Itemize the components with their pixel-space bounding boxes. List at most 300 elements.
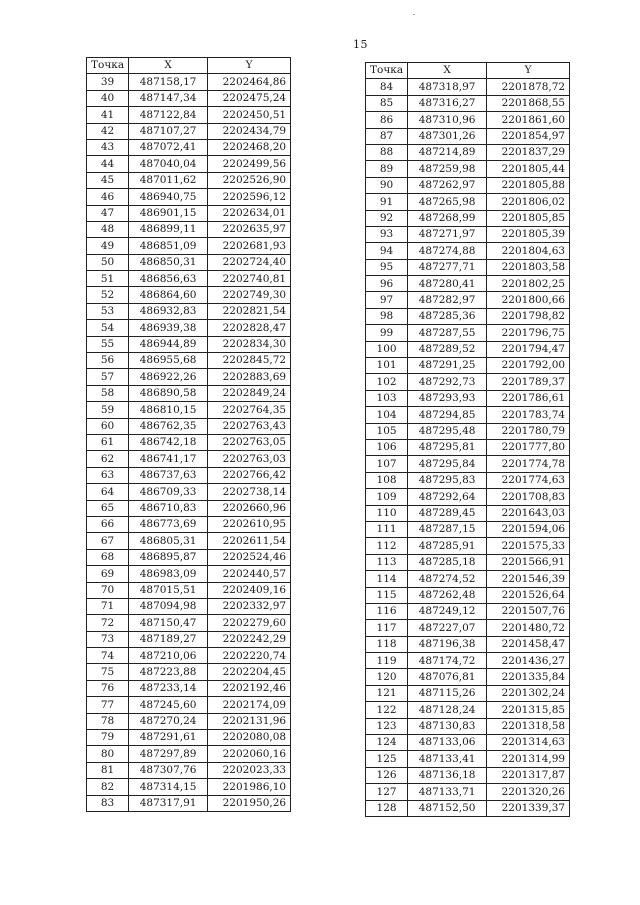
table-row <box>87 664 291 680</box>
point-cell: 106 <box>366 439 408 455</box>
y-cell: 2202174,09 <box>208 697 291 713</box>
x-cell: 487214,89 <box>408 144 487 160</box>
table-row <box>87 336 291 352</box>
y-cell: 2202499,56 <box>208 156 291 172</box>
x-cell: 487270,24 <box>129 713 208 729</box>
point-cell: 44 <box>87 156 129 172</box>
y-cell: 2201789,37 <box>487 374 570 390</box>
x-cell: 487245,60 <box>129 697 208 713</box>
x-cell: 487282,97 <box>408 292 487 308</box>
table-row <box>366 554 570 570</box>
y-cell: 2202849,24 <box>208 385 291 401</box>
table-row <box>87 533 291 549</box>
y-cell: 2201805,39 <box>487 226 570 242</box>
table-row <box>366 308 570 324</box>
y-cell: 2201805,88 <box>487 177 570 193</box>
table-row <box>366 685 570 701</box>
y-cell: 2202634,01 <box>208 205 291 221</box>
x-cell: 487285,91 <box>408 538 487 554</box>
header-x: X <box>129 58 208 74</box>
point-cell: 63 <box>87 467 129 483</box>
point-cell: 58 <box>87 385 129 401</box>
x-cell: 486742,18 <box>129 434 208 450</box>
x-cell: 487293,93 <box>408 390 487 406</box>
y-cell: 2201302,24 <box>487 685 570 701</box>
y-cell: 2202468,20 <box>208 139 291 155</box>
x-cell: 487307,76 <box>129 762 208 778</box>
table-row <box>87 615 291 631</box>
table-row <box>366 587 570 603</box>
x-cell: 487174,72 <box>408 653 487 669</box>
point-cell: 41 <box>87 107 129 123</box>
x-cell: 487294,85 <box>408 407 487 423</box>
table-row <box>87 123 291 139</box>
x-cell: 487136,18 <box>408 767 487 783</box>
table-row <box>87 582 291 598</box>
y-cell: 2201780,79 <box>487 423 570 439</box>
x-cell: 487223,88 <box>129 664 208 680</box>
table-row <box>87 549 291 565</box>
x-cell: 486737,63 <box>129 467 208 483</box>
point-cell: 40 <box>87 90 129 106</box>
y-cell: 2202740,81 <box>208 271 291 287</box>
x-cell: 487152,50 <box>408 800 487 816</box>
point-cell: 84 <box>366 79 408 95</box>
table-row <box>366 636 570 652</box>
x-cell: 487287,15 <box>408 521 487 537</box>
header-y: Y <box>208 58 291 74</box>
point-cell: 98 <box>366 308 408 324</box>
point-cell: 79 <box>87 730 129 746</box>
table-row <box>87 762 291 778</box>
point-cell: 109 <box>366 489 408 505</box>
x-cell: 486810,15 <box>129 402 208 418</box>
x-cell: 487274,88 <box>408 243 487 259</box>
y-cell: 2201335,84 <box>487 669 570 685</box>
x-cell: 486762,35 <box>129 418 208 434</box>
x-cell: 487076,81 <box>408 669 487 685</box>
x-cell: 486983,09 <box>129 566 208 582</box>
point-cell: 119 <box>366 653 408 669</box>
y-cell: 2201317,87 <box>487 767 570 783</box>
y-cell: 2202524,46 <box>208 549 291 565</box>
point-cell: 91 <box>366 194 408 210</box>
x-cell: 487107,27 <box>129 123 208 139</box>
table-row <box>87 746 291 762</box>
y-cell: 2201526,64 <box>487 587 570 603</box>
x-cell: 487268,99 <box>408 210 487 226</box>
point-cell: 55 <box>87 336 129 352</box>
point-cell: 95 <box>366 259 408 275</box>
y-cell: 2202192,46 <box>208 680 291 696</box>
table-row <box>366 718 570 734</box>
y-cell: 2202131,96 <box>208 713 291 729</box>
table-row <box>366 439 570 455</box>
point-cell: 93 <box>366 226 408 242</box>
header-y: Y <box>487 63 570 79</box>
point-cell: 83 <box>87 795 129 811</box>
point-cell: 118 <box>366 636 408 652</box>
point-cell: 101 <box>366 358 408 374</box>
x-cell: 487122,84 <box>129 107 208 123</box>
y-cell: 2202749,30 <box>208 287 291 303</box>
x-cell: 487292,73 <box>408 374 487 390</box>
point-cell: 108 <box>366 472 408 488</box>
y-cell: 2201798,82 <box>487 308 570 324</box>
y-cell: 2202220,74 <box>208 648 291 664</box>
y-cell: 2202526,90 <box>208 172 291 188</box>
y-cell: 2202475,24 <box>208 90 291 106</box>
table-row <box>87 139 291 155</box>
point-cell: 46 <box>87 189 129 205</box>
point-cell: 123 <box>366 718 408 734</box>
point-cell: 126 <box>366 767 408 783</box>
x-cell: 487011,62 <box>129 172 208 188</box>
point-cell: 115 <box>366 587 408 603</box>
table-row <box>87 74 291 90</box>
y-cell: 2201507,76 <box>487 603 570 619</box>
point-cell: 88 <box>366 144 408 160</box>
table-row <box>87 697 291 713</box>
y-cell: 2201868,55 <box>487 95 570 111</box>
table-row <box>87 189 291 205</box>
x-cell: 487147,34 <box>129 90 208 106</box>
x-cell: 487295,81 <box>408 439 487 455</box>
table-row <box>87 303 291 319</box>
point-cell: 48 <box>87 221 129 237</box>
x-cell: 487287,55 <box>408 325 487 341</box>
point-cell: 96 <box>366 276 408 292</box>
table-row <box>87 648 291 664</box>
x-cell: 487072,41 <box>129 139 208 155</box>
y-cell: 2201315,85 <box>487 702 570 718</box>
y-cell: 2202279,60 <box>208 615 291 631</box>
point-cell: 114 <box>366 571 408 587</box>
x-cell: 486710,83 <box>129 500 208 516</box>
table-row <box>87 369 291 385</box>
header-point: Точка <box>366 63 408 79</box>
table-row <box>87 238 291 254</box>
table-row <box>366 505 570 521</box>
table-row <box>366 702 570 718</box>
coordinates-table-right <box>365 62 570 817</box>
point-cell: 117 <box>366 620 408 636</box>
y-cell: 2201480,72 <box>487 620 570 636</box>
table-row <box>87 402 291 418</box>
x-cell: 486805,31 <box>129 533 208 549</box>
y-cell: 2201805,85 <box>487 210 570 226</box>
table-row <box>366 390 570 406</box>
table-row <box>366 767 570 783</box>
y-cell: 2201796,75 <box>487 325 570 341</box>
y-cell: 2202828,47 <box>208 320 291 336</box>
table-row <box>366 603 570 619</box>
x-cell: 487015,51 <box>129 582 208 598</box>
table-row <box>87 484 291 500</box>
x-cell: 487289,45 <box>408 505 487 521</box>
y-cell: 2201806,02 <box>487 194 570 210</box>
y-cell: 2201786,61 <box>487 390 570 406</box>
table-row <box>87 566 291 582</box>
x-cell: 487262,48 <box>408 587 487 603</box>
x-cell: 487094,98 <box>129 598 208 614</box>
table-row <box>366 112 570 128</box>
table-row <box>366 456 570 472</box>
y-cell: 2202821,54 <box>208 303 291 319</box>
x-cell: 487133,71 <box>408 784 487 800</box>
table-row <box>366 751 570 767</box>
y-cell: 2202766,42 <box>208 467 291 483</box>
y-cell: 2202596,12 <box>208 189 291 205</box>
table-row <box>366 128 570 144</box>
x-cell: 487280,41 <box>408 276 487 292</box>
y-cell: 2201950,26 <box>208 795 291 811</box>
y-cell: 2201643,03 <box>487 505 570 521</box>
x-cell: 487265,98 <box>408 194 487 210</box>
y-cell: 2202635,97 <box>208 221 291 237</box>
table-row <box>366 144 570 160</box>
y-cell: 2201594,06 <box>487 521 570 537</box>
point-cell: 112 <box>366 538 408 554</box>
x-cell: 487297,89 <box>129 746 208 762</box>
point-cell: 103 <box>366 390 408 406</box>
x-cell: 487040,04 <box>129 156 208 172</box>
x-cell: 487314,15 <box>129 779 208 795</box>
y-cell: 2201774,78 <box>487 456 570 472</box>
point-cell: 127 <box>366 784 408 800</box>
x-cell: 486709,33 <box>129 484 208 500</box>
table-row <box>366 784 570 800</box>
y-cell: 2202763,05 <box>208 434 291 450</box>
y-cell: 2201803,58 <box>487 259 570 275</box>
x-cell: 486895,87 <box>129 549 208 565</box>
point-cell: 120 <box>366 669 408 685</box>
x-cell: 487285,36 <box>408 308 487 324</box>
table-row <box>87 254 291 270</box>
table-row <box>87 287 291 303</box>
point-cell: 87 <box>366 128 408 144</box>
header-x: X <box>408 63 487 79</box>
y-cell: 2201986,10 <box>208 779 291 795</box>
x-cell: 487291,61 <box>129 730 208 746</box>
point-cell: 56 <box>87 353 129 369</box>
x-cell: 487227,07 <box>408 620 487 636</box>
x-cell: 487316,27 <box>408 95 487 111</box>
point-cell: 76 <box>87 680 129 696</box>
point-cell: 66 <box>87 516 129 532</box>
x-cell: 487259,98 <box>408 161 487 177</box>
point-cell: 45 <box>87 172 129 188</box>
point-cell: 100 <box>366 341 408 357</box>
point-cell: 72 <box>87 615 129 631</box>
y-cell: 2201774,63 <box>487 472 570 488</box>
y-cell: 2201458,47 <box>487 636 570 652</box>
point-cell: 125 <box>366 751 408 767</box>
point-cell: 42 <box>87 123 129 139</box>
table-row <box>366 292 570 308</box>
page-number: 15 <box>353 38 368 51</box>
point-cell: 69 <box>87 566 129 582</box>
table-row <box>366 95 570 111</box>
y-cell: 2202464,86 <box>208 74 291 90</box>
table-row <box>366 620 570 636</box>
table-row <box>366 571 570 587</box>
table-row <box>366 423 570 439</box>
y-cell: 2202834,30 <box>208 336 291 352</box>
point-cell: 71 <box>87 598 129 614</box>
y-cell: 2201804,63 <box>487 243 570 259</box>
x-cell: 487310,96 <box>408 112 487 128</box>
x-cell: 486939,38 <box>129 320 208 336</box>
y-cell: 2201861,60 <box>487 112 570 128</box>
x-cell: 487291,25 <box>408 358 487 374</box>
table-row <box>366 800 570 816</box>
y-cell: 2202681,93 <box>208 238 291 254</box>
point-cell: 57 <box>87 369 129 385</box>
y-cell: 2201800,66 <box>487 292 570 308</box>
x-cell: 486851,09 <box>129 238 208 254</box>
table-row <box>87 156 291 172</box>
x-cell: 487210,06 <box>129 648 208 664</box>
table-row <box>87 680 291 696</box>
y-cell: 2202242,29 <box>208 631 291 647</box>
table-row <box>87 271 291 287</box>
point-cell: 73 <box>87 631 129 647</box>
table-row <box>366 259 570 275</box>
y-cell: 2202764,35 <box>208 402 291 418</box>
point-cell: 105 <box>366 423 408 439</box>
y-cell: 2202204,45 <box>208 664 291 680</box>
y-cell: 2201436,27 <box>487 653 570 669</box>
y-cell: 2201320,26 <box>487 784 570 800</box>
x-cell: 487285,18 <box>408 554 487 570</box>
x-cell: 487301,26 <box>408 128 487 144</box>
x-cell: 487196,38 <box>408 636 487 652</box>
point-cell: 61 <box>87 434 129 450</box>
x-cell: 487318,97 <box>408 79 487 95</box>
x-cell: 486741,17 <box>129 451 208 467</box>
x-cell: 486899,11 <box>129 221 208 237</box>
y-cell: 2202440,57 <box>208 566 291 582</box>
x-cell: 487295,84 <box>408 456 487 472</box>
y-cell: 2202763,43 <box>208 418 291 434</box>
y-cell: 2202610,95 <box>208 516 291 532</box>
x-cell: 486856,63 <box>129 271 208 287</box>
point-cell: 86 <box>366 112 408 128</box>
point-cell: 62 <box>87 451 129 467</box>
point-cell: 39 <box>87 74 129 90</box>
table-row <box>87 500 291 516</box>
point-cell: 49 <box>87 238 129 254</box>
x-cell: 487277,71 <box>408 259 487 275</box>
y-cell: 2201802,25 <box>487 276 570 292</box>
table-row <box>366 243 570 259</box>
point-cell: 67 <box>87 533 129 549</box>
table-row <box>366 177 570 193</box>
point-cell: 75 <box>87 664 129 680</box>
point-cell: 102 <box>366 374 408 390</box>
point-cell: 92 <box>366 210 408 226</box>
table-row <box>87 353 291 369</box>
table-row <box>366 358 570 374</box>
point-cell: 80 <box>87 746 129 762</box>
y-cell: 2201318,58 <box>487 718 570 734</box>
table-row <box>366 538 570 554</box>
point-cell: 70 <box>87 582 129 598</box>
table-body-right <box>366 79 570 817</box>
x-cell: 487317,91 <box>129 795 208 811</box>
point-cell: 68 <box>87 549 129 565</box>
x-cell: 487271,97 <box>408 226 487 242</box>
point-cell: 78 <box>87 713 129 729</box>
table-row <box>87 467 291 483</box>
point-cell: 122 <box>366 702 408 718</box>
table-row <box>366 276 570 292</box>
x-cell: 487115,26 <box>408 685 487 701</box>
y-cell: 2201783,74 <box>487 407 570 423</box>
table-row <box>87 172 291 188</box>
table-row <box>87 90 291 106</box>
y-cell: 2202023,33 <box>208 762 291 778</box>
table-row <box>366 325 570 341</box>
x-cell: 486955,68 <box>129 353 208 369</box>
y-cell: 2201854,97 <box>487 128 570 144</box>
y-cell: 2202060,16 <box>208 746 291 762</box>
x-cell: 487133,06 <box>408 735 487 751</box>
y-cell: 2201546,39 <box>487 571 570 587</box>
table-row <box>366 79 570 95</box>
x-cell: 487249,12 <box>408 603 487 619</box>
x-cell: 487130,83 <box>408 718 487 734</box>
y-cell: 2202724,40 <box>208 254 291 270</box>
point-cell: 52 <box>87 287 129 303</box>
x-cell: 487128,24 <box>408 702 487 718</box>
table-header-row <box>87 58 291 74</box>
point-cell: 65 <box>87 500 129 516</box>
point-cell: 59 <box>87 402 129 418</box>
y-cell: 2201708,83 <box>487 489 570 505</box>
table-row <box>87 107 291 123</box>
table-body-left <box>87 74 291 812</box>
point-cell: 128 <box>366 800 408 816</box>
table-row <box>87 713 291 729</box>
table-row <box>87 205 291 221</box>
x-cell: 486922,26 <box>129 369 208 385</box>
x-cell: 486940,75 <box>129 189 208 205</box>
y-cell: 2201575,33 <box>487 538 570 554</box>
table-row <box>87 730 291 746</box>
point-cell: 121 <box>366 685 408 701</box>
table-row <box>366 653 570 669</box>
x-cell: 487150,47 <box>129 615 208 631</box>
x-cell: 486890,58 <box>129 385 208 401</box>
point-cell: 99 <box>366 325 408 341</box>
point-cell: 85 <box>366 95 408 111</box>
x-cell: 486901,15 <box>129 205 208 221</box>
point-cell: 116 <box>366 603 408 619</box>
y-cell: 2202738,14 <box>208 484 291 500</box>
y-cell: 2202332,97 <box>208 598 291 614</box>
table-row <box>87 418 291 434</box>
point-cell: 77 <box>87 697 129 713</box>
table-row <box>87 451 291 467</box>
y-cell: 2201837,29 <box>487 144 570 160</box>
x-cell: 486850,31 <box>129 254 208 270</box>
table-row <box>87 434 291 450</box>
y-cell: 2202409,16 <box>208 582 291 598</box>
coordinates-table-left <box>86 57 291 812</box>
point-cell: 81 <box>87 762 129 778</box>
